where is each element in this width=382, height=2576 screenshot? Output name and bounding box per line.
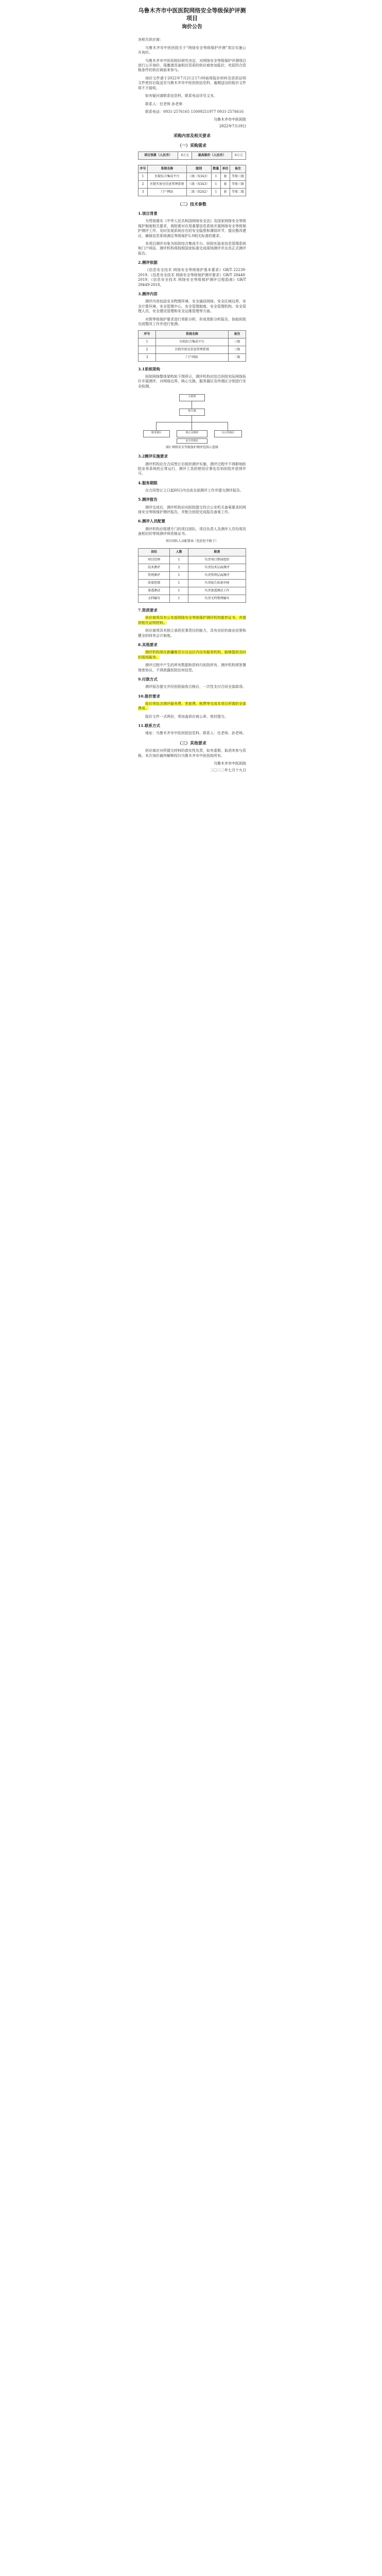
table-cell: 门户网站 (148, 189, 187, 196)
document-title: 乌鲁木齐市中医医院网络安全等级保护评测项目 (138, 7, 246, 22)
diagram-node-server-zone: 服务器区 (143, 430, 170, 437)
budget-table (138, 151, 246, 160)
table-cell: 等保二级 (230, 189, 246, 196)
table-header-cell: 备注 (230, 165, 246, 173)
max-price-value: 6万元 (232, 151, 246, 159)
table-cell: 2 (138, 181, 148, 189)
section-3-heading: 3.测评内容 (138, 292, 158, 297)
table-cell: 负责技术层面测评 (188, 564, 246, 571)
table-cell: 负责文档整理编写 (188, 595, 246, 603)
intro-paragraph-1: 乌鲁木齐市中医医院关于“网络安全等级保护评测”项目实施公开询价。 (138, 45, 246, 55)
table-cell: 1 (170, 587, 188, 595)
section-1-text-2: 本项目测评对象为医院综合集成平台、医院实验室信息管理系统和门户网站，测评机构须按照国家标准完成现场测评并出具正式测评报告。 (138, 242, 246, 256)
intro-paragraph-4: 如有疑问请联系信息科，联系电话详见文末。 (145, 94, 217, 98)
procurement-title: 采购内容及相关要求 (173, 133, 211, 139)
section-9-heading: 9.付款方式 (138, 676, 158, 682)
other-requirements-text: 供应商应对所提交材料的真实性负责，如有虚假，取消其参与资格。本次询价最终解释权归乌鲁木齐市中医医院所有。 (138, 749, 246, 758)
procurement-row (138, 189, 246, 196)
highlighted-requirement: 供应商须具有公安部网络安全等级保护测评机构推荐证书，并提供相关证明材料。 (138, 616, 246, 625)
highlighted-requirement: 报价须包含测评服务费、差旅费、税费等完成本项目所需的全部费用。 (138, 701, 246, 711)
section-10-heading: 10.报价要求 (138, 693, 161, 699)
table-cell: 二级 (229, 353, 246, 361)
table-cell: 医院实验室信息管理系统 (155, 346, 228, 353)
section-10-text: 报价文件一式两份，须加盖供应商公章，密封提交。 (145, 714, 228, 719)
procurement-table-header (138, 165, 246, 173)
section-11-heading: 11.联系方式 (138, 723, 161, 728)
other-requirements-title: （三）其他要求 (178, 740, 206, 745)
table-cell: 医院综合集成平台 (155, 338, 228, 346)
table-header-cell: 数量 (211, 165, 220, 173)
table-header-cell: 职责 (188, 548, 246, 556)
staff-table (138, 548, 246, 603)
staff-table-caption: 项目团队人员配置表（包括但不限于） (165, 539, 218, 544)
table-cell: 等保三级 (230, 181, 246, 189)
table-cell: 负责报告质量审核 (188, 579, 246, 587)
table-cell: 负责管理层面测评 (188, 571, 246, 579)
table-cell: 门户网站 (155, 353, 228, 361)
procurement-row (138, 173, 246, 181)
table-cell: 三级（S3A3） (186, 173, 211, 181)
table-cell: 3 (138, 353, 156, 361)
system-table-header (138, 330, 246, 338)
section-3-2-text: 测评机构应在合同签订后组织测评实施，测评过程中不得影响医院业务系统的正常运行，测评工具的使用应事先告知医院并获得许可。 (138, 462, 246, 476)
table-cell: 1 (211, 181, 220, 189)
document-subtitle: 询价公告 (182, 24, 202, 30)
greeting: 各相关供应商： (138, 38, 163, 42)
staff-row (138, 595, 246, 603)
diagram-node-internet: 互联网 (179, 394, 205, 401)
diagram-node-security-zone: 安全管理区 (177, 438, 207, 444)
system-row (138, 338, 246, 346)
staff-row (138, 571, 246, 579)
section-3-2-heading: 3.2测评实施要求 (138, 454, 168, 459)
table-cell: 2 (138, 346, 156, 353)
table-cell: 套 (220, 173, 230, 181)
table-header-cell: 序号 (138, 330, 156, 338)
intro-sign-date: 2022年7月19日 (219, 124, 246, 128)
system-row (138, 346, 246, 353)
table-header-cell: 级别 (186, 165, 211, 173)
system-row (138, 353, 246, 361)
section-3-text-2: 对照等级保护要求进行差距分析，形成差距分析报告，协助医院完成整改工作并进行复测。 (138, 317, 246, 327)
table-cell: 三级（S3A3） (186, 181, 211, 189)
table-cell: 3 (138, 189, 148, 196)
budget-value: 6万元 (178, 151, 192, 159)
table-header-cell: 系统名称 (148, 165, 187, 173)
final-sign-org: 乌鲁木齐市中医医院 (214, 761, 246, 766)
section-6-heading: 6.测评人员配置 (138, 519, 165, 524)
staff-table-body (138, 556, 246, 603)
system-table-body (138, 338, 246, 361)
diagram-node-firewall: 防火墙 (179, 409, 205, 416)
system-table (138, 330, 246, 362)
max-price-label: 最高限价（人民币） (192, 151, 232, 159)
section-3-text: 测评内容包括安全物理环境、安全通信网络、安全区域边界、安全计算环境、安全管理中心、安全管理制度、安全管理机构、安全管理人员、安全建设管理和安全运维管理等方面。 (138, 299, 246, 314)
section-7-highlight (138, 616, 246, 625)
table-cell: 1 (170, 595, 188, 603)
table-cell: 1 (170, 571, 188, 579)
section-4-text: 自合同签订之日起60日内完成全部测评工作并提交测评报告。 (145, 488, 244, 493)
section-7-text: 供应商须具有独立承担民事责任的能力，具有良好的商业信誉和健全的财务会计制度。 (138, 629, 246, 638)
table-header-cell: 岗位 (138, 548, 170, 556)
table-header-cell: 系统名称 (155, 330, 228, 338)
section-7-heading: 7.资质要求 (138, 608, 158, 613)
procurement-subtitle: （一）采购需求 (178, 143, 206, 148)
phone-numbers: 0931-2576165 15009251977 0931-2576616 (163, 110, 244, 114)
table-cell: 三级 (229, 338, 246, 346)
section-1-heading: 1.项目背景 (138, 211, 158, 216)
table-cell: 管理测评 (138, 571, 170, 579)
intro-sign-org: 乌鲁木齐市中医医院 (214, 117, 246, 122)
section-3-1-text: 医院网络整体架构如下图所示，测评机构应结合医院实际网络拓扑开展测评，对网络边界、核心交换、服务器区及终端区分别进行安全检测。 (138, 375, 246, 388)
table-cell: 渗透测试 (138, 587, 170, 595)
table-cell: 1 (170, 579, 188, 587)
table-cell: 套 (220, 189, 230, 196)
tech-title: （二）技术参数 (178, 201, 206, 207)
table-cell: 医院综合集成平台 (148, 173, 187, 181)
table-cell: 二级（S2A2） (186, 189, 211, 196)
section-3-1-heading: 3.1系统架构 (138, 366, 161, 371)
section-5-text: 测评完成后，测评机构应向医院提交符合公安机关备案要求的网络安全等级保护测评报告，并配合医院完成报告备案工作。 (138, 505, 246, 515)
section-8-heading: 8.其他要求 (138, 642, 158, 648)
table-cell: 1 (138, 173, 148, 181)
phone-line (138, 110, 246, 114)
table-cell: 2 (170, 564, 188, 571)
section-5-heading: 5.测评报告 (138, 497, 158, 502)
table-cell: 负责项目整体组织 (188, 556, 246, 564)
table-cell: 文档编写 (138, 595, 170, 603)
diagram-caption: 图1 网络安全等级保护测评范围示意图 (166, 446, 218, 450)
table-cell: 1 (211, 189, 220, 196)
staff-row (138, 564, 246, 571)
table-cell: 项目经理 (138, 556, 170, 564)
section-6-text: 测评机构应组建专门的项目团队，项目负责人及测评人员均须具备相应的等级测评师资格证书。 (138, 527, 246, 536)
table-header-cell: 备注 (229, 330, 246, 338)
table-cell: 技术测评 (138, 564, 170, 571)
staff-row (138, 556, 246, 564)
contact-line (138, 102, 246, 107)
intro-paragraph-2: 乌鲁木齐市中医医院经研究决定，对网络安全等级保护评测项目进行公开询价，现邀请具备相应资质的供应商参加报价，欢迎符合资格条件的供应商前来参与。 (138, 58, 246, 73)
table-header-cell: 单位 (220, 165, 230, 173)
table-cell: 医院实验室信息管理系统 (148, 181, 187, 189)
procurement-table (138, 165, 246, 196)
intro-paragraph-3: 询价文件请于2022年7月21日17:00前将报价材料及资质证明文件密封后报送至乌鲁木齐市中医医院信息科，逾期送达的报价文件将不予接收。 (138, 76, 246, 90)
section-4-heading: 4.服务期限 (138, 480, 158, 485)
section-11-text: 地址：乌鲁木齐市中医医院信息科。联系人：任老师、孙老师。 (145, 731, 246, 736)
section-8-text: 测评过程中产生的所有数据和资料归医院所有，测评机构须签署保密协议，不得泄露医院任何信息。 (138, 663, 246, 672)
procurement-table-body (138, 173, 246, 196)
table-cell: 套 (220, 181, 230, 189)
network-diagram (141, 394, 244, 444)
section-2-text: 《信息安全技术 网络安全等级保护基本要求》GB/T 22239-2019；《信息安全技术 网络安全等级保护测评要求》GB/T 28448-2019；《信息安全技术 网络安全等级保护测评过程指南》GB/T 28449-2018。 (138, 268, 246, 287)
final-sign-date: 二〇二二年七月十九日 (210, 768, 246, 772)
phone-label: 联系电话： (145, 110, 163, 114)
section-9-text: 测评报告提交并经医院验收合格后，一次性支付合同全部款项。 (145, 685, 246, 689)
staff-row (138, 579, 246, 587)
staff-table-header (138, 548, 246, 556)
table-cell: 三级 (229, 346, 246, 353)
procurement-row (138, 181, 246, 189)
table-cell: 1 (211, 173, 220, 181)
table-header-cell: 序号 (138, 165, 148, 173)
staff-row (138, 587, 246, 595)
section-8-highlight (138, 650, 246, 660)
section-10-highlight (138, 702, 246, 711)
table-cell: 等保三级 (230, 173, 246, 181)
table-cell: 质量控制 (138, 579, 170, 587)
section-1-text: 为贯彻落实《中华人民共和国网络安全法》及国家网络安全等级保护制度相关要求，我院需对在用重要信息系统开展网络安全等级保护测评工作，及时发现系统存在的安全隐患和薄弱环节，提出整改建议，确保信息系统满足等级保护2.0相关标准的要求。 (138, 219, 246, 238)
table-cell: 负责渗透测试工作 (188, 587, 246, 595)
section-2-heading: 2.测评依据 (138, 260, 158, 265)
table-cell: 1 (170, 556, 188, 564)
diagram-connector (156, 422, 157, 430)
diagram-node-core-switch: 核心交换机 (177, 430, 207, 437)
highlighted-requirement: 测评机构须在新疆维吾尔自治区内设有服务机构，能够提供及时的现场服务。 (138, 650, 246, 659)
document (138, 0, 246, 774)
contact-names: 任老师 孙老师 (160, 101, 183, 106)
budget-label: 项目预算（人民币） (138, 151, 178, 159)
table-cell: 1 (138, 338, 156, 346)
diagram-node-office-zone: 办公终端区 (214, 430, 242, 437)
table-header-cell: 人数 (170, 548, 188, 556)
contact-label: 联系人： (145, 101, 160, 106)
